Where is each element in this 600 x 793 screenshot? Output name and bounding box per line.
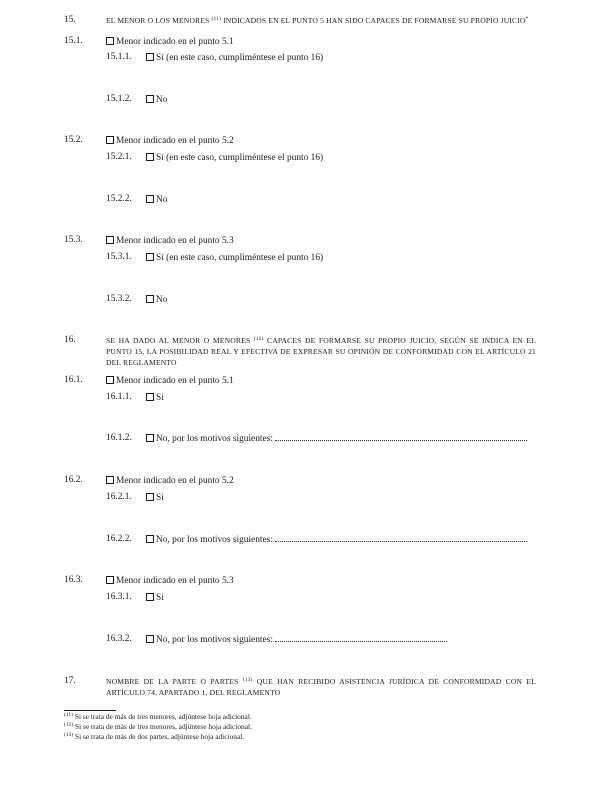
section-17-number: 17. bbox=[64, 676, 76, 686]
checkbox-15-2[interactable] bbox=[106, 136, 114, 144]
item-15-3-1-number: 15.3.1. bbox=[106, 252, 132, 262]
checkbox-16-2-2[interactable] bbox=[146, 535, 154, 543]
item-16-2: Menor indicado en el punto 5.2 bbox=[106, 476, 234, 486]
item-16-1-2-number: 16.1.2. bbox=[106, 433, 132, 443]
item-15-2-number: 15.2. bbox=[64, 135, 83, 145]
item-15-1-2-number: 15.1.2. bbox=[106, 94, 132, 104]
checkbox-16-1[interactable] bbox=[106, 376, 114, 384]
option-15-1-1: Sí (en este caso, cumpliméntese el punto 16) bbox=[146, 53, 323, 63]
footnote-rule bbox=[64, 710, 116, 711]
footnote-12: $^{(12)}$ Si se trata de más de tres menores, adjúntese hoja adicional. bbox=[64, 722, 252, 731]
option-16-2-1: Sí bbox=[146, 493, 164, 503]
option-15-3-2: No bbox=[146, 295, 167, 305]
reason-line-16-3[interactable] bbox=[275, 635, 447, 642]
checkbox-16-3[interactable] bbox=[106, 576, 114, 584]
checkbox-15-3-1[interactable] bbox=[146, 253, 154, 261]
option-15-2-1: Sí (en este caso, cumpliméntese el punto 16) bbox=[146, 153, 323, 163]
option-15-3-1: Sí (en este caso, cumpliméntese el punto 16) bbox=[146, 253, 323, 263]
footnote-11: $^{(11)}$ Si se trata de más de tres menores, adjúntese hoja adicional. bbox=[64, 712, 252, 721]
section-16-heading: SE HA DADO AL MENOR O MENORES $^{(12)}$ CAPACES DE FORMARSE SU PROPIO JUICIO, SEGÚN SE INDICA EN EL PUNTO 15, LA POSIBILIDAD REAL Y EFECTIVA DE EXPRESAR SU OPINIÓN DE CONFORMIDAD CON EL ARTÍCULO 21 DEL REGLAMENTO bbox=[106, 336, 536, 367]
section-16-number: 16. bbox=[64, 335, 76, 345]
checkbox-16-2[interactable] bbox=[106, 476, 114, 484]
item-16-2-number: 16.2. bbox=[64, 475, 83, 485]
option-16-3-2: No, por los motivos siguientes: bbox=[146, 635, 447, 645]
item-15-3-2-number: 15.3.2. bbox=[106, 294, 132, 304]
item-16-2-2-number: 16.2.2. bbox=[106, 534, 132, 544]
option-16-2-2: No, por los motivos siguientes: bbox=[146, 535, 527, 545]
checkbox-15-1[interactable] bbox=[106, 37, 114, 45]
checkbox-16-1-1[interactable] bbox=[146, 393, 154, 401]
item-16-1-1-number: 16.1.1. bbox=[106, 392, 132, 402]
item-16-3-2-number: 16.3.2. bbox=[106, 634, 132, 644]
item-15-3-number: 15.3. bbox=[64, 235, 83, 245]
item-15-2: Menor indicado en el punto 5.2 bbox=[106, 136, 234, 146]
section-15-number: 15. bbox=[64, 15, 76, 25]
checkbox-15-3[interactable] bbox=[106, 236, 114, 244]
item-16-1-number: 16.1. bbox=[64, 375, 83, 385]
section-17-heading: NOMBRE DE LA PARTE O PARTES $^{(13)}$ QUE HAN RECIBIDO ASISTENCIA JURÍDICA DE CONFORMIDAD CON EL ARTÍCULO 74, APARTADO 1, DEL REGLAMENTO bbox=[106, 677, 536, 697]
item-16-3: Menor indicado en el punto 5.3 bbox=[106, 576, 234, 586]
reason-line-16-2[interactable] bbox=[275, 535, 527, 542]
checkbox-15-2-2[interactable] bbox=[146, 195, 154, 203]
option-15-1-2: No bbox=[146, 95, 167, 105]
item-16-3-1-number: 16.3.1. bbox=[106, 592, 132, 602]
option-16-3-1: Sí bbox=[146, 593, 164, 603]
checkbox-16-3-1[interactable] bbox=[146, 593, 154, 601]
item-16-1: Menor indicado en el punto 5.1 bbox=[106, 376, 234, 386]
item-15-3: Menor indicado en el punto 5.3 bbox=[106, 236, 234, 246]
checkbox-15-1-2[interactable] bbox=[146, 95, 154, 103]
item-15-2-1-number: 15.2.1. bbox=[106, 152, 132, 162]
checkbox-15-1-1[interactable] bbox=[146, 53, 154, 61]
item-16-2-1-number: 16.2.1. bbox=[106, 492, 132, 502]
checkbox-15-2-1[interactable] bbox=[146, 153, 154, 161]
item-16-3-number: 16.3. bbox=[64, 575, 83, 585]
section-15-heading: EL MENOR O LOS MENORES $^{(11)}$ INDICADOS EN EL PUNTO 5 HAN SIDO CAPACES DE FORMARSE SU PROPIO JUICIO* bbox=[106, 16, 529, 25]
item-15-2-2-number: 15.2.2. bbox=[106, 194, 132, 204]
option-15-2-2: No bbox=[146, 195, 167, 205]
footnote-13: $^{(13)}$ Si se trata de más de dos partes, adjúntese hoja adicional. bbox=[64, 732, 245, 741]
checkbox-16-3-2[interactable] bbox=[146, 635, 154, 643]
option-16-1-1: Sí bbox=[146, 393, 164, 403]
checkbox-16-2-1[interactable] bbox=[146, 493, 154, 501]
checkbox-15-3-2[interactable] bbox=[146, 295, 154, 303]
option-16-1-2: No, por los motivos siguientes: bbox=[146, 434, 527, 444]
reason-line-16-1[interactable] bbox=[275, 434, 527, 441]
item-15-1-number: 15.1. bbox=[64, 36, 83, 46]
checkbox-16-1-2[interactable] bbox=[146, 434, 154, 442]
item-15-1: Menor indicado en el punto 5.1 bbox=[106, 37, 234, 47]
item-15-1-1-number: 15.1.1. bbox=[106, 52, 132, 62]
